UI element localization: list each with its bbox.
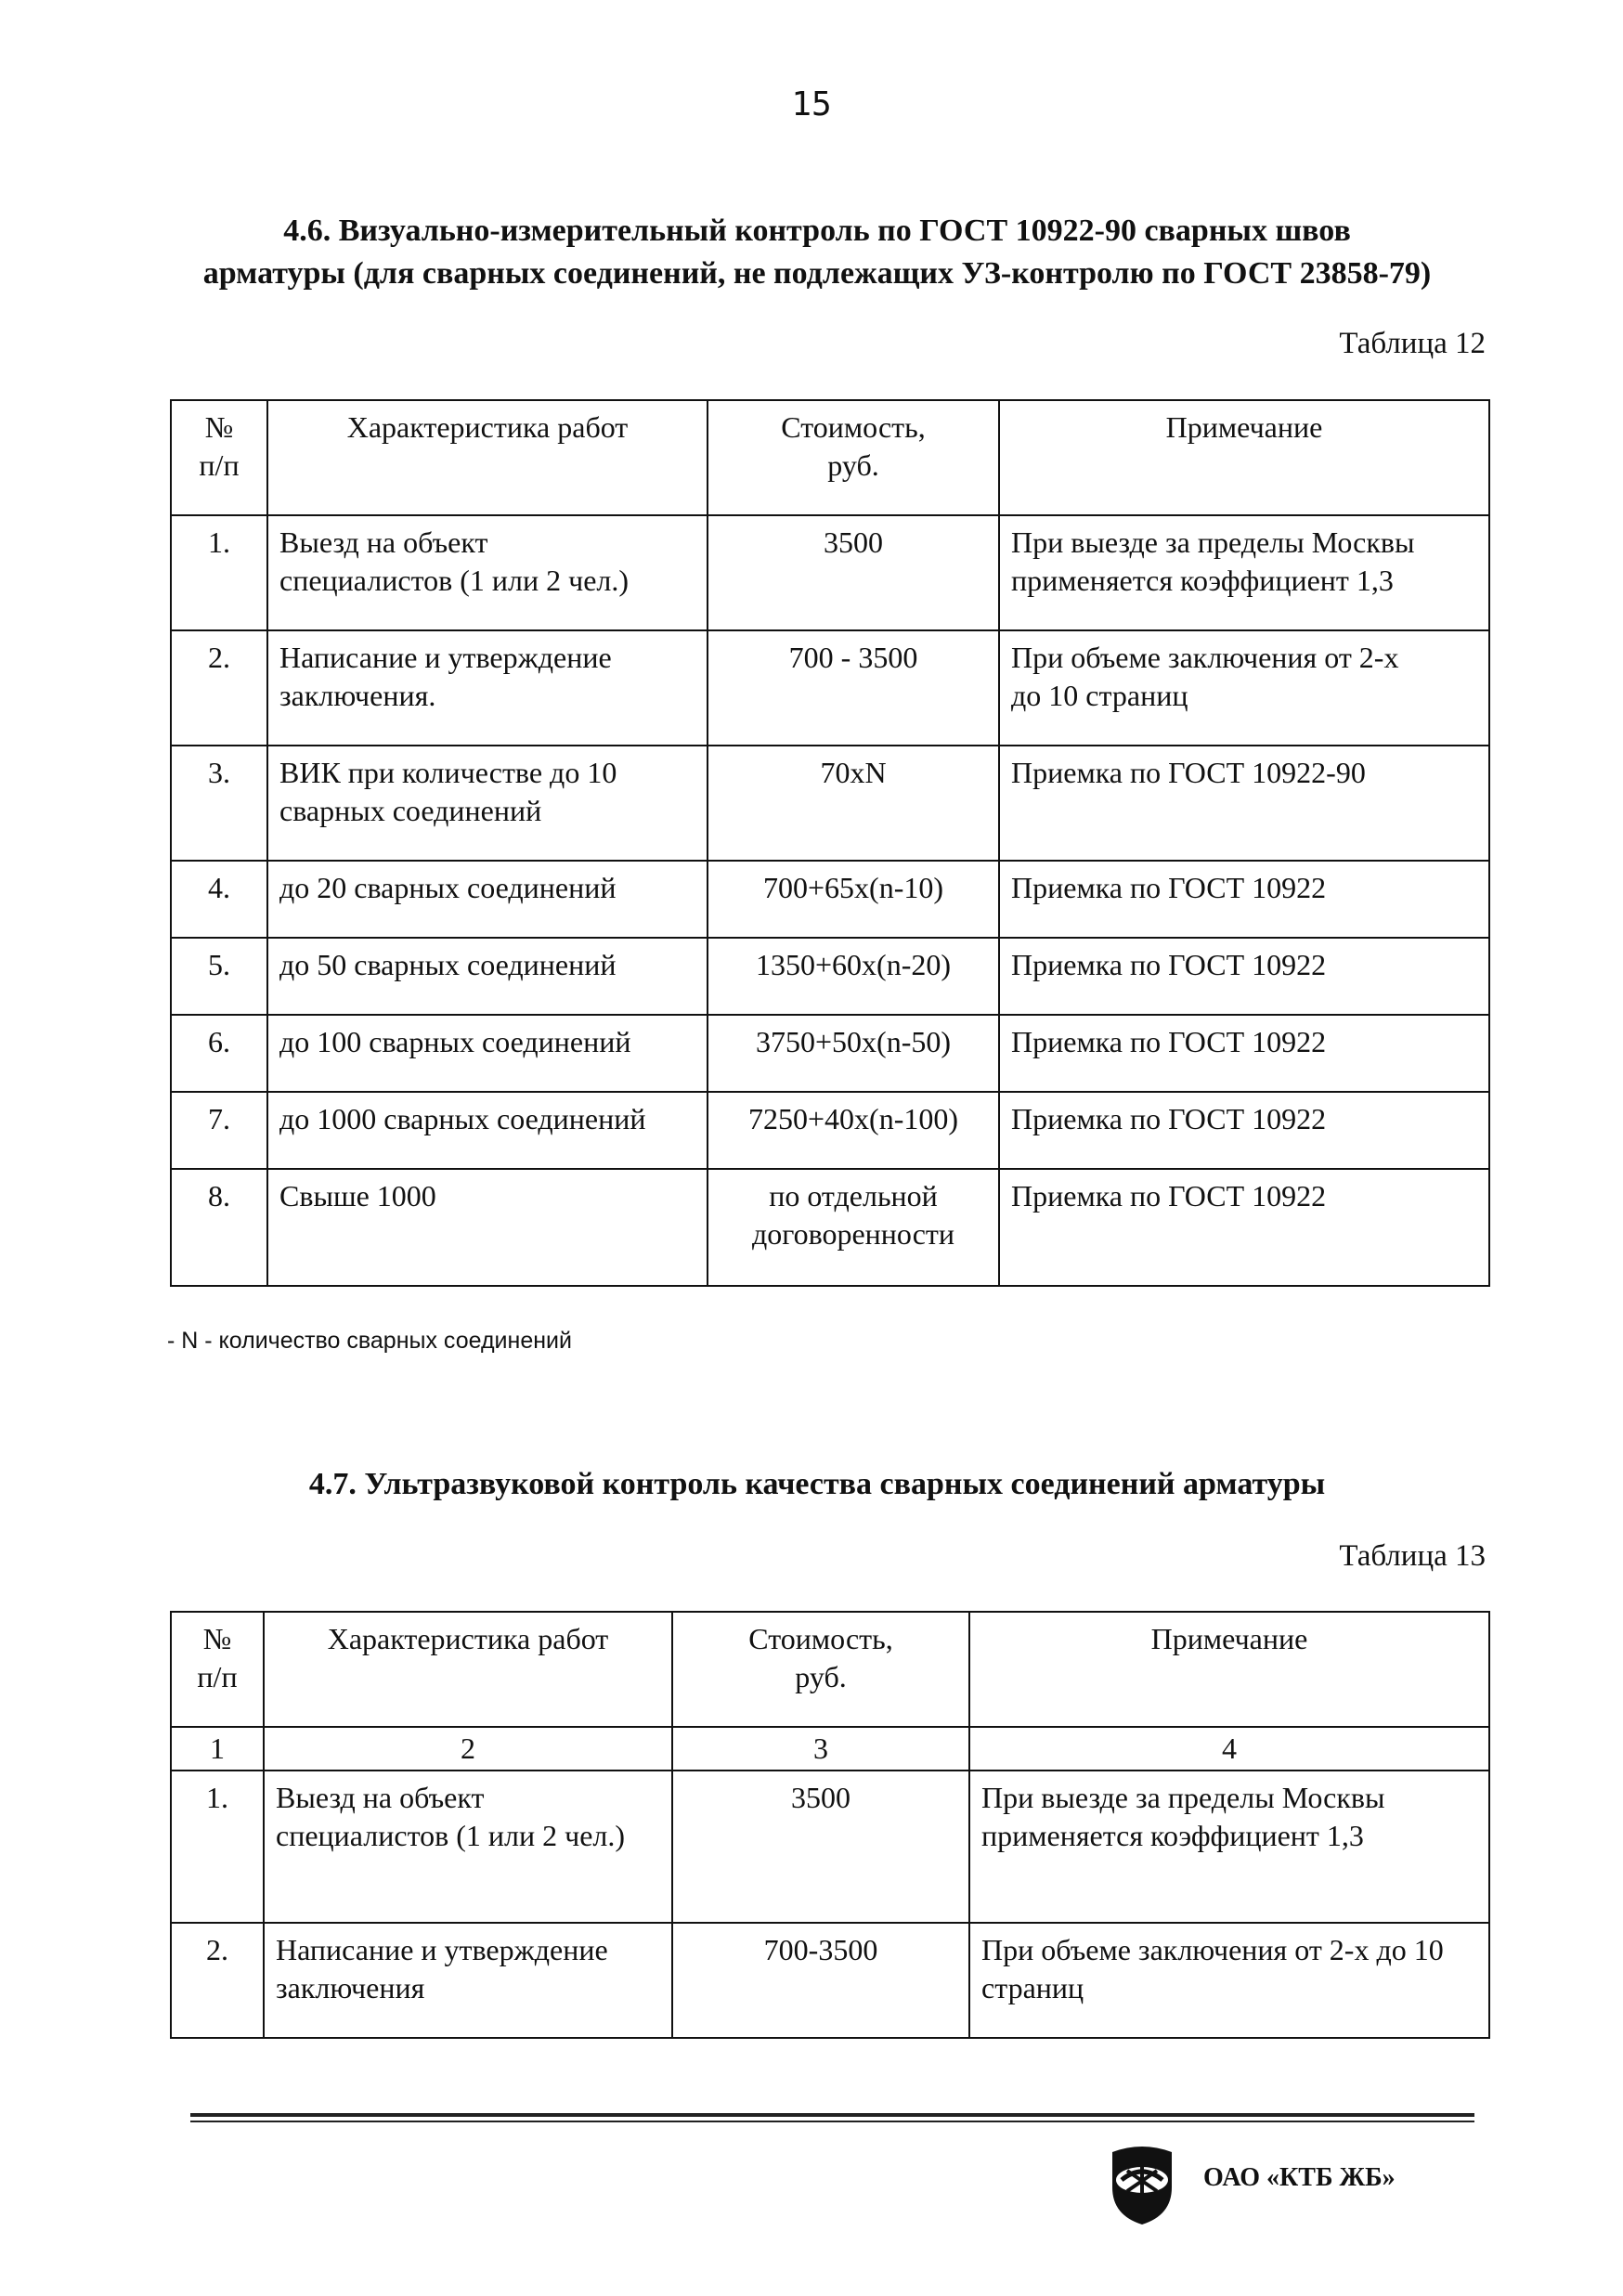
row-num: 3. [171,746,267,861]
row-cost: 3500 [672,1771,969,1923]
table-row [171,630,1489,746]
column-number: 1 [171,1727,264,1771]
row-num: 4. [171,861,267,938]
row-work: до 50 сварных соединений [267,938,708,1015]
heading-line: арматуры (для сварных соединений, не подлежащих УЗ-контролю по ГОСТ 23858-79) [202,256,1432,291]
row-cost: 70xN [708,746,999,861]
row-num: 7. [171,1092,267,1169]
row-num: 2. [171,1923,264,2038]
row-work: до 1000 сварных соединений [267,1092,708,1169]
table-row [171,1923,1489,2038]
table-row [171,861,1489,938]
row-note: Приемка по ГОСТ 10922 [999,1169,1489,1286]
company-name: ОАО «КТБ ЖБ» [1203,2163,1396,2192]
row-num: 1. [171,1771,264,1923]
footer-rule [190,2113,1474,2117]
table-header-row [171,400,1489,515]
row-work: Написание и утверждение заключения [264,1923,672,2038]
row-work: до 20 сварных соединений [267,861,708,938]
header-cost: Стоимость, руб. [708,400,999,515]
table-row [171,938,1489,1015]
table-row [171,746,1489,861]
price-table-12 [170,399,1490,1287]
row-work: Написание и утверждение заключения. [267,630,708,746]
column-number: 3 [672,1727,969,1771]
row-note: При выезде за пределы Москвы применяется коэффициент 1,3 [969,1771,1489,1923]
section-heading-4-7: 4.7. Ультразвуковой контроль качества сварных соединений арматуры [308,1467,1326,1501]
row-cost: 1350+60x(n-20) [708,938,999,1015]
row-cost: 700+65x(n-10) [708,861,999,938]
row-note: Приемка по ГОСТ 10922-90 [999,746,1489,861]
row-cost: по отдельной договоренности [708,1169,999,1286]
row-cost: 3750+50x(n-50) [708,1015,999,1092]
row-work: Выезд на объект специалистов (1 или 2 чел.) [267,515,708,630]
table-row [171,1015,1489,1092]
table-row [171,1169,1489,1286]
row-cost: 3500 [708,515,999,630]
column-number: 4 [969,1727,1489,1771]
section-heading-4-6 [149,210,1486,295]
row-note: При объеме заключения от 2-х до 10 страниц [999,630,1489,746]
row-note: Приемка по ГОСТ 10922 [999,861,1489,938]
header-note: Примечание [999,400,1489,515]
table-row [171,1092,1489,1169]
header-work: Характеристика работ [267,400,708,515]
price-table-13 [170,1611,1490,2039]
row-work: до 100 сварных соединений [267,1015,708,1092]
row-cost: 700-3500 [672,1923,969,2038]
column-number: 2 [264,1727,672,1771]
header-num: № п/п [171,400,267,515]
row-num: 2. [171,630,267,746]
row-note: Приемка по ГОСТ 10922 [999,1092,1489,1169]
header-num: № п/п [171,1612,264,1727]
row-note: Приемка по ГОСТ 10922 [999,1015,1489,1092]
row-num: 8. [171,1169,267,1286]
header-work: Характеристика работ [264,1612,672,1727]
row-work: Свыше 1000 [267,1169,708,1286]
table-row [171,1771,1489,1923]
row-work: ВИК при количестве до 10 сварных соединений [267,746,708,861]
table-caption: Таблица 12 [1339,327,1486,360]
row-cost: 700 - 3500 [708,630,999,746]
row-note: При объеме заключения от 2-х до 10 страниц [969,1923,1489,2038]
row-num: 1. [171,515,267,630]
table-caption: Таблица 13 [1339,1539,1486,1573]
header-note: Примечание [969,1612,1489,1727]
row-note: Приемка по ГОСТ 10922 [999,938,1489,1015]
ktb-zhb-logo-icon [1105,2143,1179,2226]
row-num: 5. [171,938,267,1015]
header-cost: Стоимость, руб. [672,1612,969,1727]
row-note: При выезде за пределы Москвы применяется коэффициент 1,3 [999,515,1489,630]
row-cost: 7250+40x(n-100) [708,1092,999,1169]
page-number: 15 [791,85,832,123]
column-number-row [171,1727,1489,1771]
row-work: Выезд на объект специалистов (1 или 2 чел.) [264,1771,672,1923]
row-num: 6. [171,1015,267,1092]
heading-line: 4.6. Визуально-измерительный контроль по ГОСТ 10922-90 сварных швов [283,214,1351,248]
table-header-row [171,1612,1489,1727]
footer-rule [190,2121,1474,2122]
footnote: - N - количество сварных соединений [167,1328,572,1354]
table-row [171,515,1489,630]
